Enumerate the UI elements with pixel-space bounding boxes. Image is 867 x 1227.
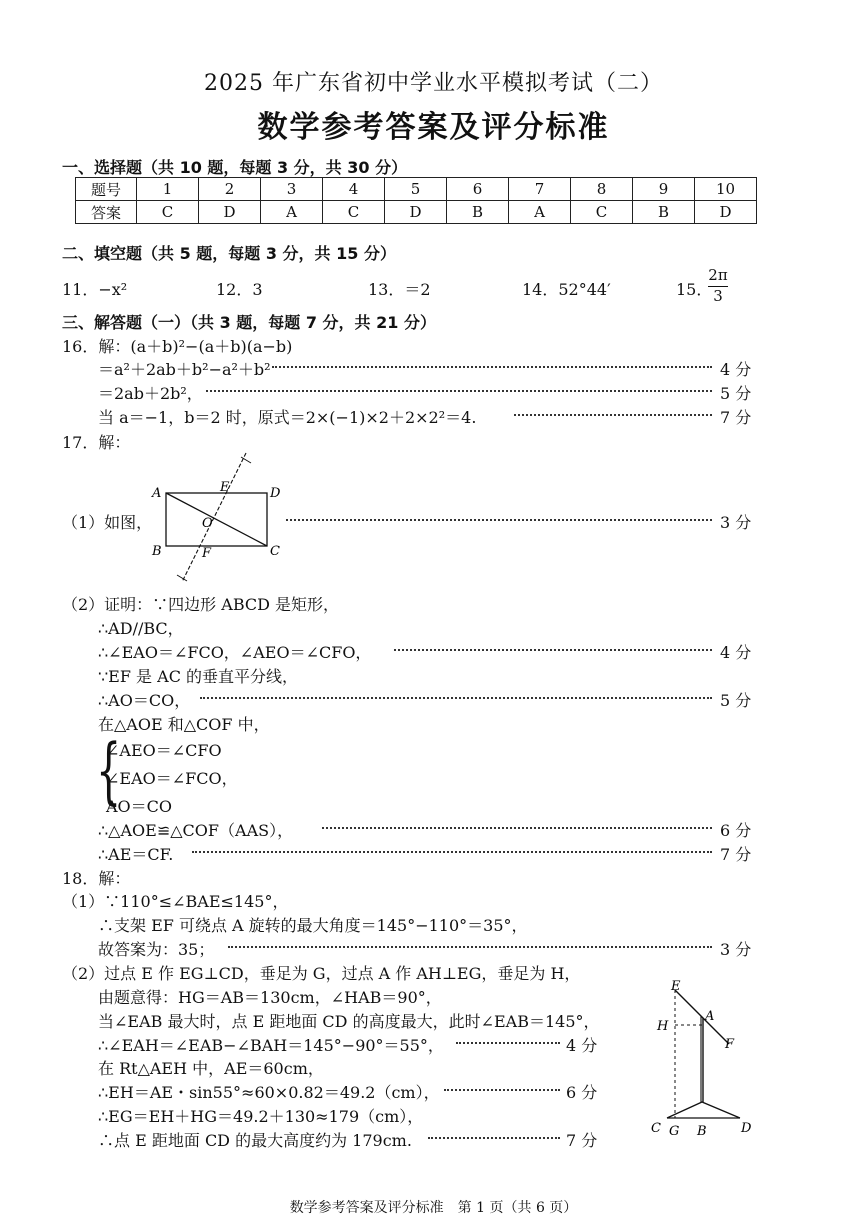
- score-label: 5 分: [720, 384, 752, 403]
- fraction-denominator: 3: [713, 287, 723, 305]
- q17-proof-line: ∴AE＝CF.: [98, 845, 174, 864]
- point-label: A: [152, 486, 162, 501]
- score-label: 3 分: [720, 513, 752, 532]
- q16-line: ＝2ab＋2b²，: [98, 384, 203, 403]
- dotted-leader: [228, 946, 712, 948]
- diagonal-ac: [166, 493, 267, 546]
- dotted-leader: [322, 827, 712, 829]
- q17-proof-line: ∴△AOE≌△COF（AAS），: [98, 821, 294, 840]
- q17-condition: ∠AEO＝∠CFO: [106, 741, 222, 760]
- dotted-leader: [206, 390, 712, 392]
- system-brace: {: [96, 728, 122, 812]
- table-cell: B: [447, 201, 509, 224]
- table-cell: C: [137, 201, 199, 224]
- score-label: 7 分: [566, 1131, 598, 1150]
- q18-line: ∴EH＝AE・sin55°≈60×0.82＝49.2（cm），: [98, 1083, 440, 1102]
- q17-part1: （1）如图，: [62, 513, 153, 532]
- point-label: D: [270, 486, 281, 501]
- row-label: 题号: [76, 178, 137, 201]
- point-label: E: [220, 480, 230, 495]
- answer-15-fraction: [708, 266, 728, 305]
- score-label: 6 分: [720, 821, 752, 840]
- score-label: 7 分: [720, 845, 752, 864]
- table-cell: 3: [261, 178, 323, 201]
- point-label: F: [202, 546, 212, 561]
- score-label: 3 分: [720, 940, 752, 959]
- score-label: 4 分: [566, 1036, 598, 1055]
- answer-15: 15．: [676, 280, 713, 299]
- base-stand: [667, 1102, 740, 1118]
- q18-label: 18．解：: [62, 869, 131, 888]
- dotted-leader: [286, 519, 712, 521]
- point-label: F: [725, 1037, 735, 1052]
- score-label: 7 分: [720, 408, 752, 427]
- answer-13: 13．＝2: [368, 280, 431, 299]
- q18-line: （1）∵110°≤∠BAE≤145°，: [62, 892, 289, 911]
- answer-12: 12．3: [216, 280, 263, 299]
- point-label: G: [669, 1124, 680, 1138]
- table-cell: 8: [571, 178, 633, 201]
- table-cell: B: [633, 201, 695, 224]
- page-title: 数学参考答案及评分标准: [257, 110, 610, 145]
- point-label: C: [270, 544, 280, 559]
- point-label: D: [741, 1121, 752, 1136]
- table-cell: 10: [695, 178, 757, 201]
- table-cell: 7: [509, 178, 571, 201]
- table-cell: 2: [199, 178, 261, 201]
- point-label: B: [697, 1124, 707, 1138]
- dotted-leader: [428, 1137, 560, 1139]
- table-cell: 5: [385, 178, 447, 201]
- q17-proof-line: ∴AD//BC，: [98, 619, 184, 638]
- table-cell: D: [385, 201, 447, 224]
- exam-title: 2025 年广东省初中学业水平模拟考试（二）: [204, 71, 663, 96]
- dotted-leader: [192, 851, 712, 853]
- point-label: E: [671, 979, 681, 994]
- rod-ef: [675, 990, 729, 1044]
- q18-line: ∴∠EAH＝∠EAB−∠BAH＝145°−90°＝55°，: [98, 1036, 444, 1055]
- score-label: 4 分: [720, 643, 752, 662]
- section-1-heading: 一、选择题（共 10 题，每题 3 分，共 30 分）: [62, 158, 408, 177]
- table-cell: 4: [323, 178, 385, 201]
- dotted-leader: [456, 1042, 560, 1044]
- point-label: A: [705, 1009, 715, 1024]
- arc-mark: [177, 575, 187, 581]
- q17-condition: ∠EAO＝∠FCO，: [106, 769, 238, 788]
- q16-line: 当 a＝−1，b＝2 时，原式＝2×(−1)×2＋2×2²＝4.: [98, 408, 477, 427]
- q17-proof-line: ∴AO＝CO，: [98, 691, 191, 710]
- score-label: 6 分: [566, 1083, 598, 1102]
- q17-proof-line: ∵EF 是 AC 的垂直平分线，: [98, 667, 299, 686]
- q18-line: ∴点 E 距地面 CD 的最大高度约为 179cm.: [98, 1131, 412, 1150]
- dotted-leader: [272, 366, 712, 368]
- q16-line: 16．解：(a＋b)²−(a＋b)(a−b): [62, 337, 293, 356]
- table-cell: D: [199, 201, 261, 224]
- q18-line: （2）过点 E 作 EG⊥CD，垂足为 G，过点 A 作 AH⊥EG，垂足为 H，: [62, 964, 581, 983]
- q18-line: 故答案为：35；: [98, 940, 215, 959]
- table-cell: C: [571, 201, 633, 224]
- dotted-leader: [200, 697, 712, 699]
- q17-proof-line: 在△AOE 和△COF 中，: [98, 715, 270, 734]
- q18-line: 由题意得：HG＝AB＝130cm，∠HAB＝90°，: [98, 988, 442, 1007]
- dotted-leader: [514, 414, 712, 416]
- table-row-answers: [76, 201, 757, 224]
- q17-proof-line: ∴∠EAO＝∠FCO，∠AEO＝∠CFO，: [98, 643, 372, 662]
- q17-label: 17．解：: [62, 433, 131, 452]
- row-label: 答案: [76, 201, 137, 224]
- table-cell: 6: [447, 178, 509, 201]
- rectangle-figure: [140, 445, 290, 595]
- table-cell: D: [695, 201, 757, 224]
- table-row-numbers: [76, 178, 757, 201]
- point-label: C: [651, 1121, 661, 1136]
- line-ef: [182, 453, 246, 582]
- point-label: H: [657, 1019, 669, 1034]
- point-label: O: [202, 516, 213, 531]
- table-cell: A: [509, 201, 571, 224]
- score-label: 4 分: [720, 360, 752, 379]
- score-label: 5 分: [720, 691, 752, 710]
- page-footer: 数学参考答案及评分标准 第 1 页（共 6 页）: [289, 1200, 578, 1216]
- table-cell: A: [261, 201, 323, 224]
- bracket-figure: [645, 978, 760, 1138]
- q18-line: ∴支架 EF 可绕点 A 旋转的最大角度＝145°−110°＝35°，: [98, 916, 528, 935]
- q17-proof-line: （2）证明：∵四边形 ABCD 是矩形，: [62, 595, 340, 614]
- point-label: B: [152, 544, 162, 559]
- dotted-leader: [444, 1089, 560, 1091]
- table-cell: 1: [137, 178, 199, 201]
- section-2-heading: 二、填空题（共 5 题，每题 3 分，共 15 分）: [62, 244, 396, 263]
- answer-11: 11．−x²: [62, 280, 128, 299]
- fraction-numerator: 2π: [708, 266, 728, 287]
- answer-14: 14．52°44′: [522, 280, 611, 299]
- q16-line: ＝a²＋2ab＋b²−a²＋b²: [98, 360, 271, 379]
- dotted-leader: [394, 649, 712, 651]
- table-cell: 9: [633, 178, 695, 201]
- table-cell: C: [323, 201, 385, 224]
- section-3-heading: 三、解答题（一）（共 3 题，每题 7 分，共 21 分）: [62, 313, 436, 332]
- q18-line: 当∠EAB 最大时，点 E 距地面 CD 的高度最大，此时∠EAB＝145°，: [98, 1012, 600, 1031]
- q18-line: 在 Rt△AEH 中，AE＝60cm，: [98, 1059, 324, 1078]
- answer-table: [75, 177, 757, 224]
- q18-line: ∴EG＝EH＋HG＝49.2＋130≈179（cm），: [98, 1107, 424, 1126]
- q17-condition: AO＝CO: [106, 797, 173, 816]
